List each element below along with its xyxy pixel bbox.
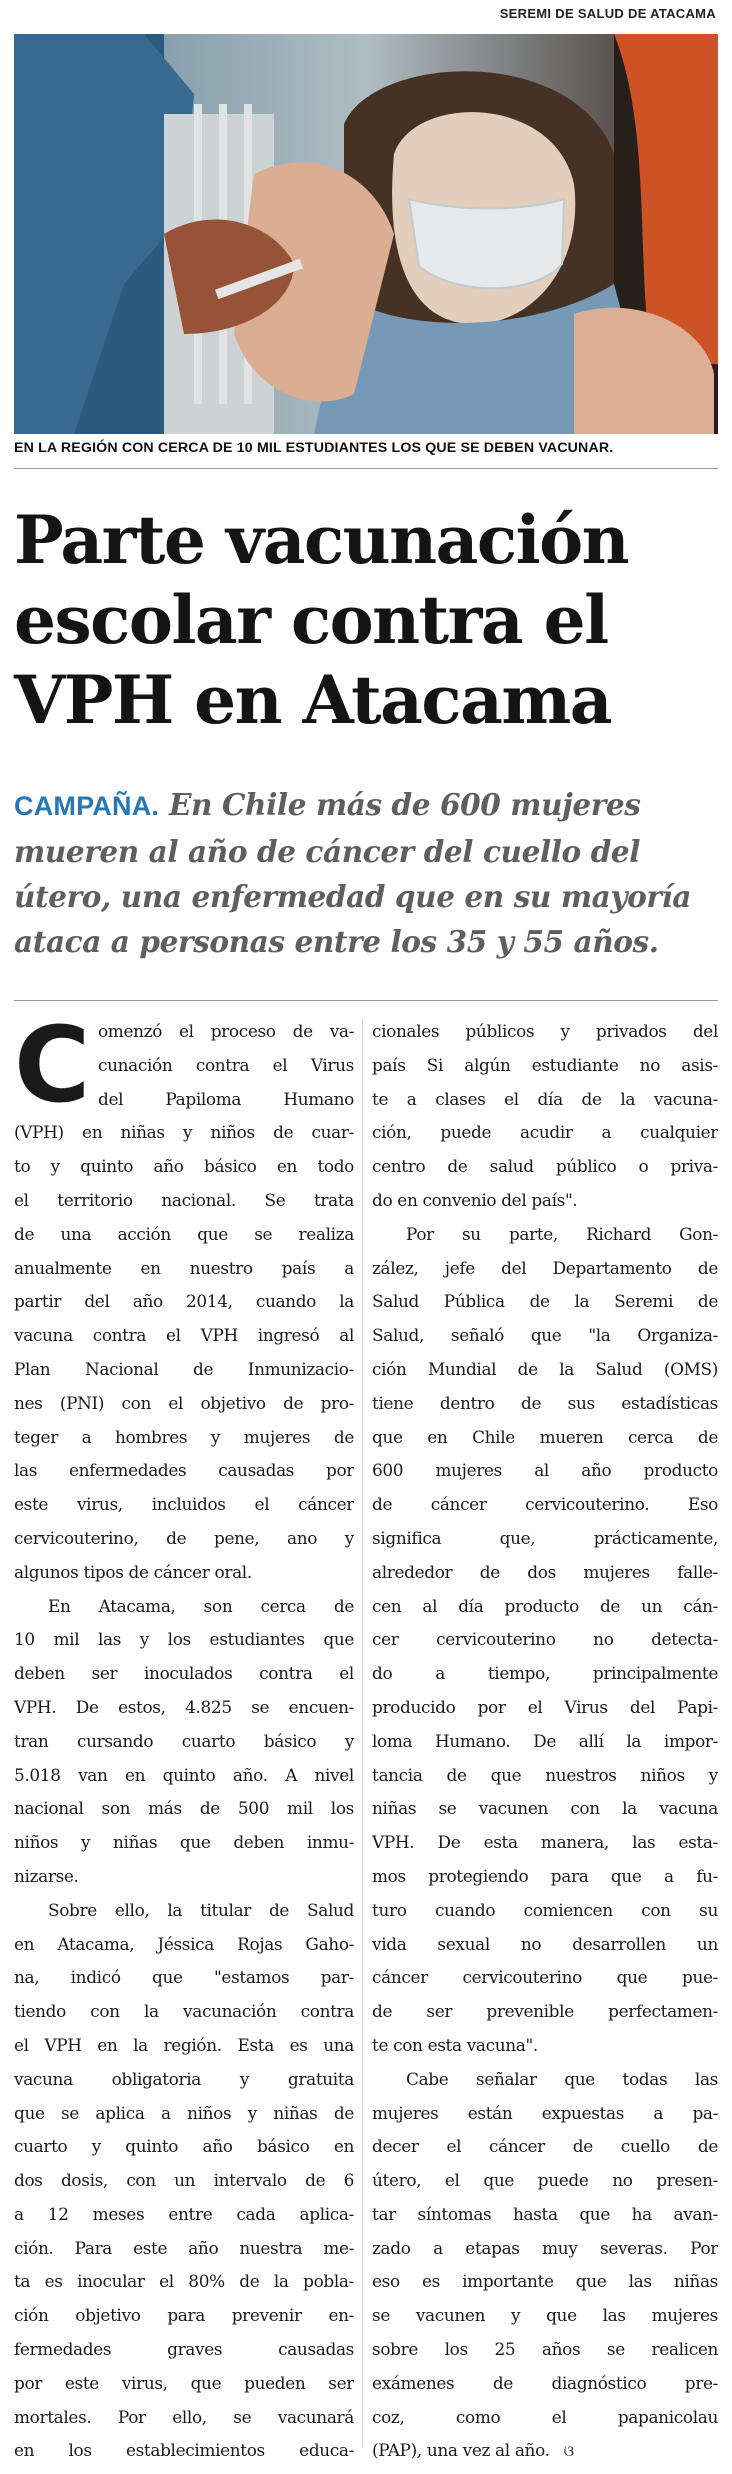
body-line: cuarto y quinto año básico en xyxy=(14,2136,354,2157)
body-line: (PAP), una vez al año. xyxy=(372,2440,550,2461)
lead-line: útero, una enfermedad que en su mayoría xyxy=(14,879,692,914)
body-line: exámenes de diagnóstico pre- xyxy=(372,2372,718,2393)
body-line: a 12 meses entre cada aplica- xyxy=(14,2203,354,2224)
article-column-right xyxy=(372,1015,718,2469)
body-line: país Si algún estudiante no asis- xyxy=(372,1054,718,1075)
body-line: En Atacama, son cerca de xyxy=(48,1595,354,1616)
lead-line: ataca a personas entre los 35 y 55 años. xyxy=(14,924,659,959)
body-line: de cáncer cervicouterino. Eso xyxy=(372,1494,718,1515)
body-line: mortales. Por ello, se vacunará xyxy=(14,2406,354,2427)
body-line: decer el cáncer de cuello de xyxy=(372,2136,718,2157)
body-line: tar síntomas hasta que ha avan- xyxy=(372,2203,718,2224)
body-line: niños y niñas que deben inmu- xyxy=(14,1832,354,1853)
body-line: VPH. De esta manera, las esta- xyxy=(372,1832,718,1853)
body-line: vida sexual no desarrollen un xyxy=(372,1933,718,1954)
lead-line-first xyxy=(14,782,718,829)
body-line: Sobre ello, la titular de Salud xyxy=(48,1899,354,1920)
body-line: to y quinto año básico en todo xyxy=(14,1156,354,1177)
headline xyxy=(14,500,718,740)
body-line: ción. Para este año nuestra me- xyxy=(14,2237,354,2258)
photo-caption: EN LA REGIÓN CON CERCA DE 10 MIL ESTUDIANTES LOS QUE SE DEBEN VACUNAR. xyxy=(14,440,614,456)
body-line: en Atacama, Jéssica Rojas Gaho- xyxy=(14,1933,354,1954)
body-line: mos protegiendo para que a fu- xyxy=(372,1865,718,1886)
body-line: Salud Pública de la Seremi de xyxy=(372,1291,718,1312)
body-line: que se aplica a niños y niñas de xyxy=(14,2102,354,2123)
body-line: do a tiempo, principalmente xyxy=(372,1663,718,1684)
body-top-rule xyxy=(14,1000,718,1001)
body-line: tran cursando cuarto básico y xyxy=(14,1730,354,1751)
headline-line: VPH en Atacama xyxy=(14,661,611,739)
body-line: producido por el Virus del Papi- xyxy=(372,1696,718,1717)
body-line: alrededor de dos mujeres falle- xyxy=(372,1561,718,1582)
headline-line: Parte vacunación xyxy=(14,501,629,579)
body-line: tiene dentro de sus estadísticas xyxy=(372,1392,718,1413)
body-line: ción objetivo para prevenir en- xyxy=(14,2305,354,2326)
body-line: vacuna contra el VPH ingresó al xyxy=(14,1325,354,1346)
body-line: teger a hombres y mujeres de xyxy=(14,1426,354,1447)
body-line: ción, puede acudir a cualquier xyxy=(372,1122,718,1143)
body-line: mujeres están expuestas a pa- xyxy=(372,2102,718,2123)
body-line: nizarse. xyxy=(14,1865,79,1886)
body-line: cen al día producto de un cán- xyxy=(372,1595,718,1616)
body-line: fermedades graves causadas xyxy=(14,2339,354,2360)
body-line: dos dosis, con un intervalo de 6 xyxy=(14,2170,354,2191)
body-line: partir del año 2014, cuando la xyxy=(14,1291,354,1312)
body-line: VPH. De estos, 4.825 se encuen- xyxy=(14,1696,354,1717)
body-line: na, indicó que "estamos par- xyxy=(14,1967,354,1988)
body-line: ta es inocular el 80% de la pobla- xyxy=(14,2271,354,2292)
body-line: vacuna obligatoria y gratuita xyxy=(14,2068,354,2089)
body-line: el VPH en la región. Esta es una xyxy=(14,2034,354,2055)
end-mark-icon: ଓ xyxy=(563,2442,574,2461)
body-line: anualmente en nuestro país a xyxy=(14,1257,354,1278)
body-line: turo cuando comiencen con su xyxy=(372,1899,718,1920)
body-line: cunación contra el Virus xyxy=(97,1054,354,1075)
body-line: significa que, prácticamente, xyxy=(372,1527,718,1548)
body-line: cer cervicouterino no detecta- xyxy=(372,1629,718,1650)
article-column-left xyxy=(14,1004,354,2468)
lead-kicker: CAMPAÑA. xyxy=(14,791,160,821)
body-line: loma Humano. De allí la impor- xyxy=(372,1730,718,1751)
body-line: nes (PNI) con el objetivo de pro- xyxy=(14,1392,354,1413)
body-line: el territorio nacional. Se trata xyxy=(14,1189,354,1210)
body-line: cáncer cervicouterino que pue- xyxy=(372,1967,718,1988)
body-line: del Papiloma Humano xyxy=(97,1088,354,1109)
body-line: omenzó el proceso de va- xyxy=(97,1021,354,1041)
lead-line: En Chile más de 600 mujeres xyxy=(168,787,641,822)
body-line: las enfermedades causadas por xyxy=(14,1460,354,1481)
body-line: coz, como el papanicolau xyxy=(372,2406,718,2427)
body-line: Plan Nacional de Inmunizacio- xyxy=(14,1358,354,1379)
body-line: de ser prevenible perfectamen- xyxy=(372,2001,718,2022)
body-line: 10 mil las y los estudiantes que xyxy=(14,1629,354,1650)
lead-paragraph xyxy=(14,782,718,964)
body-line: 600 mujeres al año producto xyxy=(372,1460,718,1481)
body-line: Por su parte, Richard Gon- xyxy=(406,1223,718,1244)
body-line: eso es importante que las niñas xyxy=(372,2271,718,2292)
body-line: Salud, señaló que "la Organiza- xyxy=(372,1325,718,1346)
headline-line: escolar contra el xyxy=(14,581,608,659)
body-line: Cabe señalar que todas las xyxy=(406,2068,718,2089)
caption-rule xyxy=(14,468,718,469)
body-line: se vacunen y que las mujeres xyxy=(372,2305,718,2326)
body-line: en los establecimientos educa- xyxy=(14,2440,354,2461)
body-line: por este virus, que pueden ser xyxy=(14,2372,354,2393)
body-line: niñas se vacunen con la vacuna xyxy=(372,1798,718,1819)
body-line: tancia de que nuestros niños y xyxy=(372,1764,718,1785)
body-line: do en convenio del país". xyxy=(372,1189,578,1210)
body-line: sobre los 25 años se realicen xyxy=(372,2339,718,2360)
body-line: útero, el que puede no presen- xyxy=(372,2170,718,2191)
body-line: te a clases el día de la vacuna- xyxy=(372,1088,718,1109)
vaccination-photo xyxy=(14,34,718,434)
body-line: ción Mundial de la Salud (OMS) xyxy=(372,1358,718,1379)
body-line: 5.018 van en quinto año. A nivel xyxy=(14,1764,354,1785)
column-divider xyxy=(362,1018,363,2448)
body-line: este virus, incluidos el cáncer xyxy=(14,1494,354,1515)
body-line: zález, jefe del Departamento de xyxy=(372,1257,718,1278)
body-line: (VPH) en niñas y niños de cuar- xyxy=(14,1122,354,1143)
body-line: que en Chile mueren cerca de xyxy=(372,1426,718,1447)
body-line: deben ser inoculados contra el xyxy=(14,1663,354,1684)
body-line: cervicouterino, de pene, ano y xyxy=(14,1527,354,1548)
body-line: centro de salud público o priva- xyxy=(372,1156,718,1177)
body-line: de una acción que se realiza xyxy=(14,1223,354,1244)
body-line: algunos tipos de cáncer oral. xyxy=(14,1561,252,1582)
body-line: cionales públicos y privados del xyxy=(372,1021,718,1041)
vaccination-photo-illustration xyxy=(14,34,718,434)
body-line: nacional son más de 500 mil los xyxy=(14,1798,354,1819)
lead-line: mueren al año de cáncer del cuello del xyxy=(14,834,641,869)
body-line: tiendo con la vacunación contra xyxy=(14,2001,354,2022)
photo-credit: SEREMI DE SALUD DE ATACAMA xyxy=(499,6,716,21)
body-line: zado a etapas muy severas. Por xyxy=(372,2237,718,2258)
body-line: te con esta vacuna". xyxy=(372,2034,538,2055)
drop-cap: C xyxy=(14,1004,90,1126)
